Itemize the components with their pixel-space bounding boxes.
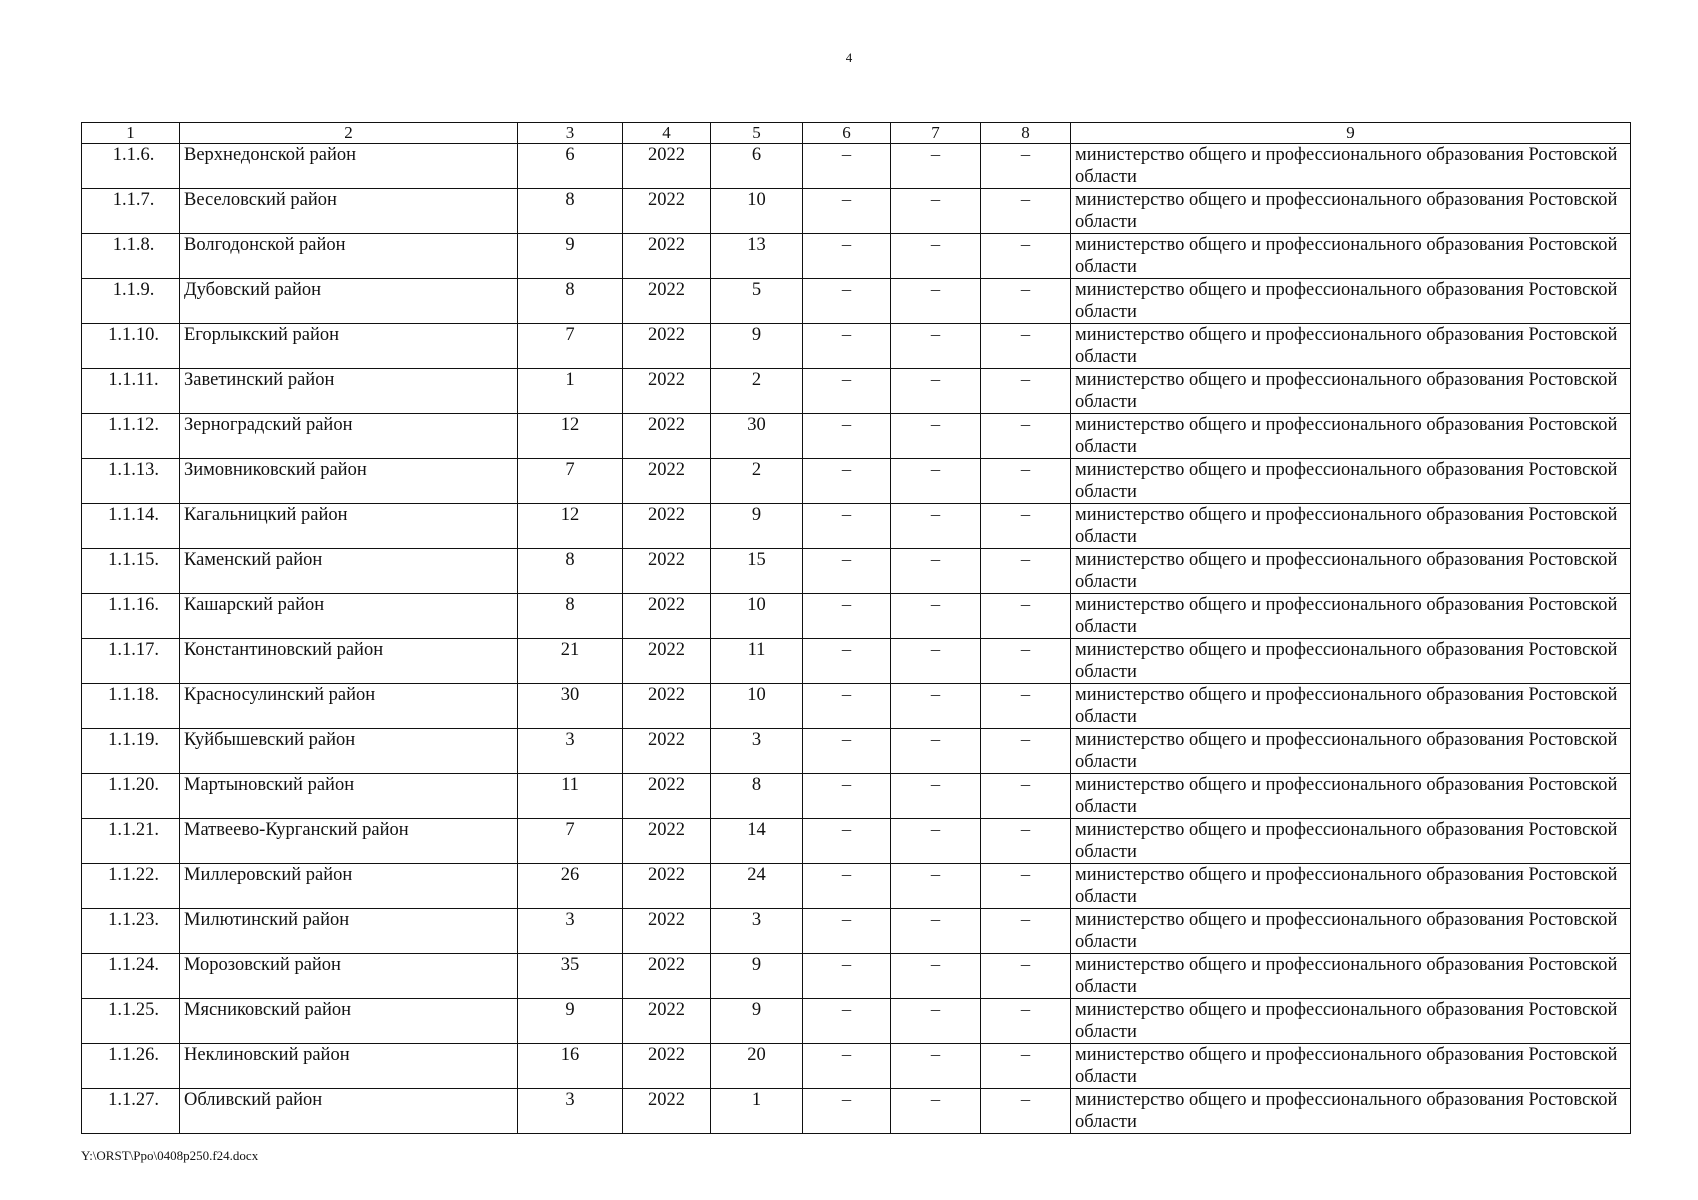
column-7-cell: – [891, 369, 981, 414]
column-5-cell: 3 [711, 909, 803, 954]
column-6-cell: – [803, 279, 891, 324]
column-7-cell: – [891, 1089, 981, 1134]
column-8-cell: – [981, 1089, 1071, 1134]
column-7-cell: – [891, 729, 981, 774]
responsible-org-cell: министерство общего и профессионального образования Ростовской области [1071, 999, 1631, 1044]
column-6-cell: – [803, 864, 891, 909]
column-8-cell: – [981, 684, 1071, 729]
row-number-cell: 1.1.26. [82, 1044, 180, 1089]
row-number-cell: 1.1.17. [82, 639, 180, 684]
footer-file-path: Y:\ORST\Ppo\0408p250.f24.docx [81, 1148, 259, 1163]
table-row [82, 414, 1631, 459]
column-6-cell: – [803, 459, 891, 504]
table-row [82, 819, 1631, 864]
column-7-cell: – [891, 999, 981, 1044]
column-6-cell: – [803, 1044, 891, 1089]
column-7-cell: – [891, 324, 981, 369]
column-8-cell: – [981, 504, 1071, 549]
column-3-cell: 7 [518, 819, 623, 864]
table-row [82, 594, 1631, 639]
column-8-cell: – [981, 234, 1071, 279]
column-7-cell: – [891, 639, 981, 684]
table-row [82, 1044, 1631, 1089]
table-row [82, 459, 1631, 504]
column-6-cell: – [803, 774, 891, 819]
responsible-org-cell: министерство общего и профессионального образования Ростовской области [1071, 774, 1631, 819]
header-cell: 5 [711, 123, 803, 144]
responsible-org-cell: министерство общего и профессионального образования Ростовской области [1071, 684, 1631, 729]
year-cell: 2022 [623, 414, 711, 459]
district-name-cell: Морозовский район [180, 954, 518, 999]
row-number-cell: 1.1.10. [82, 324, 180, 369]
table-row [82, 684, 1631, 729]
table-row [82, 774, 1631, 819]
column-5-cell: 5 [711, 279, 803, 324]
table-row [82, 1089, 1631, 1134]
column-6-cell: – [803, 684, 891, 729]
column-7-cell: – [891, 954, 981, 999]
district-name-cell: Каменский район [180, 549, 518, 594]
district-name-cell: Мартыновский район [180, 774, 518, 819]
column-5-cell: 30 [711, 414, 803, 459]
table-row [82, 999, 1631, 1044]
table-row [82, 504, 1631, 549]
responsible-org-cell: министерство общего и профессионального образования Ростовской области [1071, 1089, 1631, 1134]
year-cell: 2022 [623, 549, 711, 594]
column-8-cell: – [981, 144, 1071, 189]
column-6-cell: – [803, 144, 891, 189]
district-name-cell: Егорлыкский район [180, 324, 518, 369]
column-5-cell: 8 [711, 774, 803, 819]
header-cell: 9 [1071, 123, 1631, 144]
page-number: 4 [845, 50, 853, 65]
column-8-cell: – [981, 594, 1071, 639]
year-cell: 2022 [623, 324, 711, 369]
column-3-cell: 21 [518, 639, 623, 684]
row-number-cell: 1.1.22. [82, 864, 180, 909]
column-8-cell: – [981, 549, 1071, 594]
column-3-cell: 3 [518, 729, 623, 774]
year-cell: 2022 [623, 729, 711, 774]
year-cell: 2022 [623, 504, 711, 549]
district-name-cell: Зерноградский район [180, 414, 518, 459]
district-name-cell: Верхнедонской район [180, 144, 518, 189]
table-row [82, 864, 1631, 909]
responsible-org-cell: министерство общего и профессионального образования Ростовской области [1071, 324, 1631, 369]
column-7-cell: – [891, 504, 981, 549]
header-cell: 1 [82, 123, 180, 144]
year-cell: 2022 [623, 369, 711, 414]
district-name-cell: Обливский район [180, 1089, 518, 1134]
column-7-cell: – [891, 189, 981, 234]
district-name-cell: Кашарский район [180, 594, 518, 639]
column-3-cell: 12 [518, 414, 623, 459]
district-name-cell: Заветинский район [180, 369, 518, 414]
district-name-cell: Кагальницкий район [180, 504, 518, 549]
column-5-cell: 2 [711, 459, 803, 504]
column-3-cell: 8 [518, 189, 623, 234]
row-number-cell: 1.1.14. [82, 504, 180, 549]
table-row [82, 279, 1631, 324]
column-3-cell: 9 [518, 234, 623, 279]
column-5-cell: 24 [711, 864, 803, 909]
column-3-cell: 3 [518, 1089, 623, 1134]
column-5-cell: 9 [711, 954, 803, 999]
column-6-cell: – [803, 189, 891, 234]
column-8-cell: – [981, 189, 1071, 234]
table-row [82, 954, 1631, 999]
table-header-row [82, 123, 1631, 144]
column-8-cell: – [981, 909, 1071, 954]
column-7-cell: – [891, 819, 981, 864]
district-name-cell: Матвеево-Курганский район [180, 819, 518, 864]
column-8-cell: – [981, 279, 1071, 324]
responsible-org-cell: министерство общего и профессионального образования Ростовской области [1071, 234, 1631, 279]
year-cell: 2022 [623, 1044, 711, 1089]
column-6-cell: – [803, 639, 891, 684]
row-number-cell: 1.1.6. [82, 144, 180, 189]
column-5-cell: 9 [711, 324, 803, 369]
table-row [82, 189, 1631, 234]
column-5-cell: 15 [711, 549, 803, 594]
year-cell: 2022 [623, 1089, 711, 1134]
table-row [82, 729, 1631, 774]
column-3-cell: 9 [518, 999, 623, 1044]
column-8-cell: – [981, 864, 1071, 909]
column-6-cell: – [803, 234, 891, 279]
column-3-cell: 7 [518, 324, 623, 369]
row-number-cell: 1.1.7. [82, 189, 180, 234]
column-3-cell: 1 [518, 369, 623, 414]
column-5-cell: 10 [711, 684, 803, 729]
district-name-cell: Милютинский район [180, 909, 518, 954]
column-5-cell: 3 [711, 729, 803, 774]
row-number-cell: 1.1.20. [82, 774, 180, 819]
responsible-org-cell: министерство общего и профессионального образования Ростовской области [1071, 279, 1631, 324]
column-6-cell: – [803, 504, 891, 549]
column-6-cell: – [803, 414, 891, 459]
column-6-cell: – [803, 954, 891, 999]
row-number-cell: 1.1.16. [82, 594, 180, 639]
column-5-cell: 10 [711, 594, 803, 639]
column-3-cell: 35 [518, 954, 623, 999]
district-name-cell: Неклиновский район [180, 1044, 518, 1089]
row-number-cell: 1.1.24. [82, 954, 180, 999]
column-8-cell: – [981, 414, 1071, 459]
column-5-cell: 13 [711, 234, 803, 279]
column-5-cell: 1 [711, 1089, 803, 1134]
table-row [82, 549, 1631, 594]
header-cell: 4 [623, 123, 711, 144]
column-7-cell: – [891, 909, 981, 954]
column-7-cell: – [891, 864, 981, 909]
column-6-cell: – [803, 594, 891, 639]
responsible-org-cell: министерство общего и профессионального образования Ростовской области [1071, 594, 1631, 639]
column-3-cell: 12 [518, 504, 623, 549]
column-8-cell: – [981, 774, 1071, 819]
column-6-cell: – [803, 819, 891, 864]
column-3-cell: 8 [518, 549, 623, 594]
column-8-cell: – [981, 954, 1071, 999]
responsible-org-cell: министерство общего и профессионального образования Ростовской области [1071, 144, 1631, 189]
year-cell: 2022 [623, 594, 711, 639]
column-3-cell: 8 [518, 594, 623, 639]
column-7-cell: – [891, 684, 981, 729]
table-row [82, 909, 1631, 954]
column-7-cell: – [891, 279, 981, 324]
column-8-cell: – [981, 324, 1071, 369]
year-cell: 2022 [623, 954, 711, 999]
header-cell: 8 [981, 123, 1071, 144]
column-3-cell: 30 [518, 684, 623, 729]
year-cell: 2022 [623, 684, 711, 729]
data-table [81, 122, 1631, 1134]
row-number-cell: 1.1.11. [82, 369, 180, 414]
district-name-cell: Красносулинский район [180, 684, 518, 729]
column-6-cell: – [803, 999, 891, 1044]
column-8-cell: – [981, 639, 1071, 684]
column-3-cell: 11 [518, 774, 623, 819]
row-number-cell: 1.1.8. [82, 234, 180, 279]
year-cell: 2022 [623, 774, 711, 819]
year-cell: 2022 [623, 144, 711, 189]
table-row [82, 369, 1631, 414]
column-8-cell: – [981, 369, 1071, 414]
column-5-cell: 10 [711, 189, 803, 234]
row-number-cell: 1.1.19. [82, 729, 180, 774]
responsible-org-cell: министерство общего и профессионального образования Ростовской области [1071, 549, 1631, 594]
column-7-cell: – [891, 414, 981, 459]
column-5-cell: 14 [711, 819, 803, 864]
responsible-org-cell: министерство общего и профессионального образования Ростовской области [1071, 1044, 1631, 1089]
responsible-org-cell: министерство общего и профессионального образования Ростовской области [1071, 864, 1631, 909]
header-cell: 6 [803, 123, 891, 144]
year-cell: 2022 [623, 189, 711, 234]
column-8-cell: – [981, 1044, 1071, 1089]
table-row [82, 144, 1631, 189]
year-cell: 2022 [623, 819, 711, 864]
header-cell: 3 [518, 123, 623, 144]
year-cell: 2022 [623, 639, 711, 684]
row-number-cell: 1.1.18. [82, 684, 180, 729]
row-number-cell: 1.1.21. [82, 819, 180, 864]
column-7-cell: – [891, 144, 981, 189]
district-name-cell: Зимовниковский район [180, 459, 518, 504]
column-5-cell: 20 [711, 1044, 803, 1089]
column-6-cell: – [803, 1089, 891, 1134]
header-cell: 2 [180, 123, 518, 144]
column-5-cell: 9 [711, 999, 803, 1044]
district-name-cell: Дубовский район [180, 279, 518, 324]
year-cell: 2022 [623, 864, 711, 909]
responsible-org-cell: министерство общего и профессионального образования Ростовской области [1071, 369, 1631, 414]
column-8-cell: – [981, 819, 1071, 864]
row-number-cell: 1.1.23. [82, 909, 180, 954]
table-row [82, 639, 1631, 684]
responsible-org-cell: министерство общего и профессионального образования Ростовской области [1071, 189, 1631, 234]
responsible-org-cell: министерство общего и профессионального образования Ростовской области [1071, 459, 1631, 504]
year-cell: 2022 [623, 459, 711, 504]
responsible-org-cell: министерство общего и профессионального образования Ростовской области [1071, 639, 1631, 684]
row-number-cell: 1.1.12. [82, 414, 180, 459]
column-7-cell: – [891, 459, 981, 504]
responsible-org-cell: министерство общего и профессионального образования Ростовской области [1071, 504, 1631, 549]
district-name-cell: Мясниковский район [180, 999, 518, 1044]
row-number-cell: 1.1.15. [82, 549, 180, 594]
table-row [82, 234, 1631, 279]
column-5-cell: 2 [711, 369, 803, 414]
column-5-cell: 11 [711, 639, 803, 684]
row-number-cell: 1.1.27. [82, 1089, 180, 1134]
year-cell: 2022 [623, 279, 711, 324]
column-6-cell: – [803, 369, 891, 414]
column-7-cell: – [891, 1044, 981, 1089]
column-7-cell: – [891, 774, 981, 819]
column-5-cell: 9 [711, 504, 803, 549]
column-3-cell: 16 [518, 1044, 623, 1089]
column-7-cell: – [891, 594, 981, 639]
column-8-cell: – [981, 729, 1071, 774]
column-3-cell: 7 [518, 459, 623, 504]
year-cell: 2022 [623, 909, 711, 954]
district-name-cell: Веселовский район [180, 189, 518, 234]
column-3-cell: 26 [518, 864, 623, 909]
row-number-cell: 1.1.9. [82, 279, 180, 324]
header-cell: 7 [891, 123, 981, 144]
column-8-cell: – [981, 999, 1071, 1044]
district-name-cell: Константиновский район [180, 639, 518, 684]
column-6-cell: – [803, 324, 891, 369]
column-7-cell: – [891, 234, 981, 279]
column-3-cell: 8 [518, 279, 623, 324]
year-cell: 2022 [623, 234, 711, 279]
district-name-cell: Миллеровский район [180, 864, 518, 909]
column-6-cell: – [803, 549, 891, 594]
responsible-org-cell: министерство общего и профессионального образования Ростовской области [1071, 414, 1631, 459]
column-6-cell: – [803, 729, 891, 774]
column-6-cell: – [803, 909, 891, 954]
responsible-org-cell: министерство общего и профессионального образования Ростовской области [1071, 954, 1631, 999]
table-row [82, 324, 1631, 369]
column-7-cell: – [891, 549, 981, 594]
column-3-cell: 6 [518, 144, 623, 189]
column-3-cell: 3 [518, 909, 623, 954]
responsible-org-cell: министерство общего и профессионального образования Ростовской области [1071, 819, 1631, 864]
column-8-cell: – [981, 459, 1071, 504]
district-name-cell: Волгодонской район [180, 234, 518, 279]
row-number-cell: 1.1.25. [82, 999, 180, 1044]
district-name-cell: Куйбышевский район [180, 729, 518, 774]
row-number-cell: 1.1.13. [82, 459, 180, 504]
column-5-cell: 6 [711, 144, 803, 189]
year-cell: 2022 [623, 999, 711, 1044]
responsible-org-cell: министерство общего и профессионального образования Ростовской области [1071, 909, 1631, 954]
responsible-org-cell: министерство общего и профессионального образования Ростовской области [1071, 729, 1631, 774]
